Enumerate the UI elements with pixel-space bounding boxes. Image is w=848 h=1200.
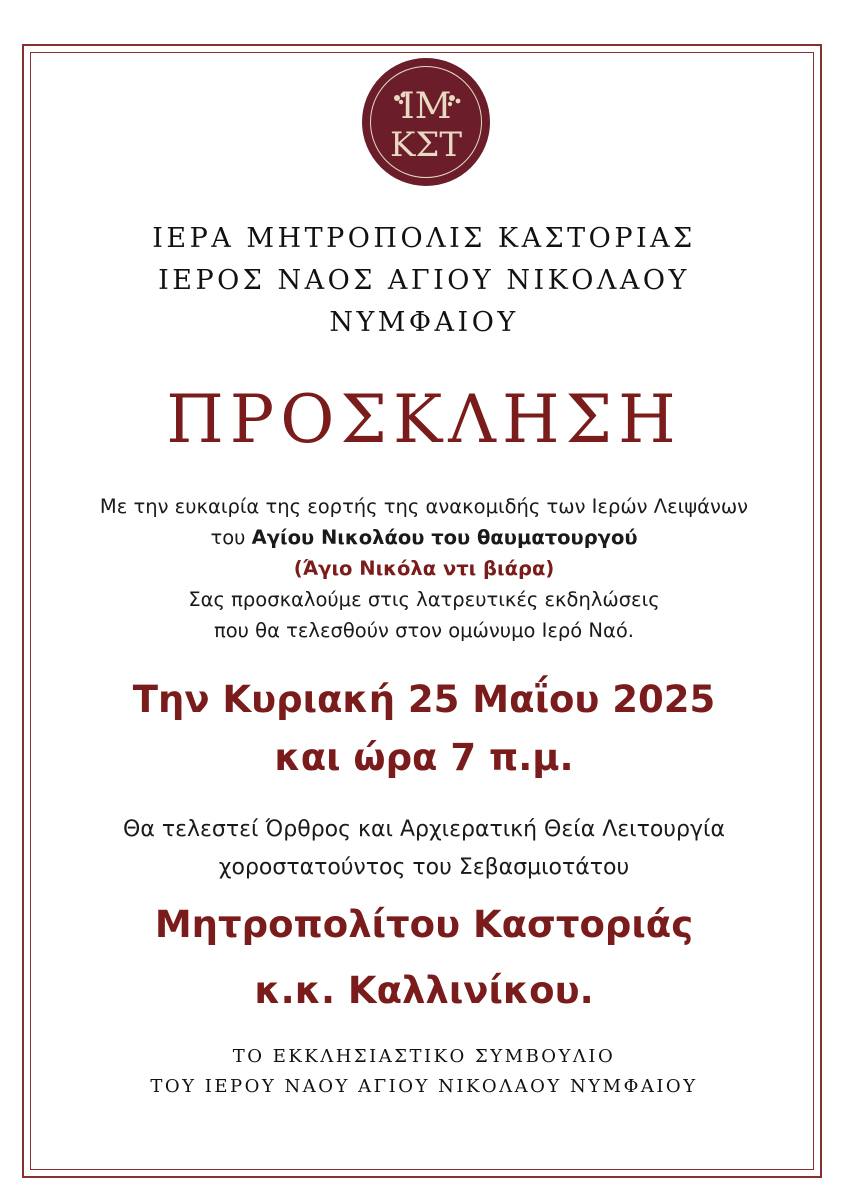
metropolis-logo [364,60,488,184]
service-line-1: Θα τελεστεί Όρθρος και Αρχιερατική Θεία Λειτουργία [123,817,725,842]
logo-monogram [364,60,488,184]
intro-line-4: Σας προσκαλούμε στις λατρευτικές εκδηλώσεις [188,588,660,611]
service-text [40,811,808,887]
metropolitan-line-1: Μητροπολίτου Καστοριάς [154,903,694,946]
footer-signature [40,1042,808,1102]
intro-line-2 [40,522,808,553]
intro-line-2-prefix: του [210,526,252,549]
header [40,218,808,344]
header-line-3: ΝΥΜΦΑΙΟΥ [329,307,519,338]
footer-line-2: ΤΟΥ ΙΕΡΟΥ ΝΑΟΥ ΑΓΙΟΥ ΝΙΚΟΛΑΟΥ ΝΥΜΦΑΙΟΥ [150,1076,698,1097]
intro-text [40,491,808,646]
intro-line-1: Με την ευκαιρία της εορτής της ανακομιδής των Ιερών Λειψάνων [99,495,749,518]
metropolitan-name [40,892,808,1024]
monogram-top: ΙΜ [400,86,452,127]
header-line-1: ΙΕΡΑ ΜΗΤΡΟΠΟΛΙΣ ΚΑΣΤΟΡΙΑΣ [152,223,696,254]
event-time-line: και ώρα 7 π.μ. [274,736,574,779]
intro-line-5: που θα τελεσθούν στον ομώνυμο Ιερό Ναό. [214,619,634,642]
footer-line-1: ΤΟ ΕΚΚΛΗΣΙΑΣΤΙΚΟ ΣΥΜΒΟΥΛΙΟ [232,1046,616,1067]
page-title: ΠΡΟΣΚΛΗΣΗ [166,381,682,458]
service-line-2: χοροστατούντος του Σεβασμιοτάτου [218,855,630,880]
saint-name: Αγίου Νικολάου του θαυματουργού [251,526,638,549]
event-date-line-1: Την Κυριακή 25 Μαΐου 2025 [132,678,716,721]
monogram-bottom: ΚΣΤ [389,125,463,165]
metropolitan-line-2: κ.κ. Καλλινίκου. [254,969,594,1012]
header-line-2: ΙΕΡΟΣ ΝΑΟΣ ΑΓΙΟΥ ΝΙΚΟΛΑΟΥ [158,265,690,296]
event-date [40,671,808,787]
feast-local-name: (Άγιο Νικόλα ντι βιάρα) [293,557,555,580]
